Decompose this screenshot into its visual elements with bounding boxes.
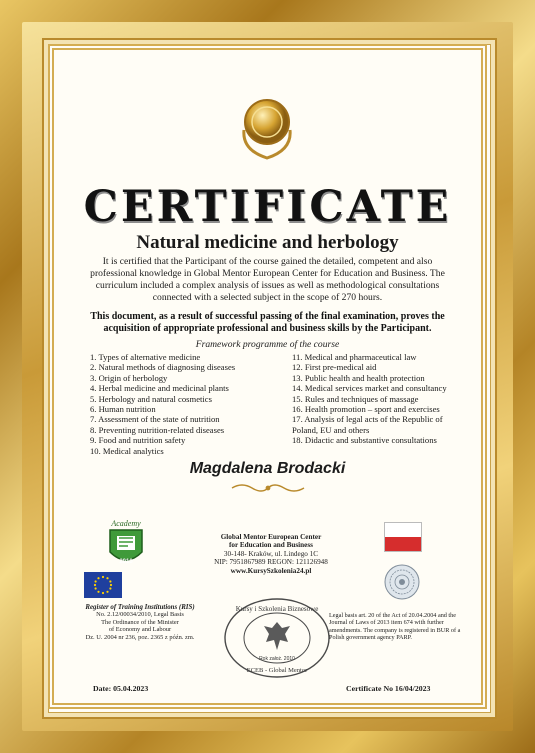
register-line: Dz. U. 2004 nr 236, poz. 2365 z późn. zm. (85, 633, 195, 641)
register-line: of Economy and Labour (108, 626, 172, 634)
programme-item: 7. Assessment of the state of nutrition (90, 414, 220, 425)
institution-ids: NIP: 7951867989 REGON: 121126948 (214, 558, 328, 567)
programme-item: 17. Analysis of legal acts of the Republic of Poland, EU and others (292, 414, 443, 435)
programme-item: 15. Rules and techniques of massage (292, 393, 419, 404)
framework-title: Framework programme of the course (195, 339, 340, 350)
academy-logo-text: Academy (111, 519, 141, 528)
result-statement: This document, as a result of successful passing of the final examination, proves the acquisition of appropriate professional and business skills by the Participant. (90, 311, 445, 334)
programme-item: 2. Natural methods of diagnosing diseases (90, 362, 236, 373)
poland-flag-icon (384, 522, 422, 552)
register-line: No. 2.12/00034/2010, Legal Basis (96, 611, 184, 619)
institution-address: 30-148- Kraków, ul. Lindego 1C (223, 549, 319, 558)
programme-item: 16. Health promotion – sport and exercises (292, 404, 440, 415)
institution-info (196, 533, 346, 575)
institution-name-line2: for Education and Business (229, 541, 313, 550)
academy-logo-year: 2010 (119, 559, 133, 565)
programme-item: 18. Didactic and substantive consultations (292, 435, 437, 446)
certificate-number: Certificate No 16/04/2023 (346, 684, 431, 693)
intro-paragraph: It is certified that the Participant of the course gained the detailed, competent and also professional knowledge in Global Mentor European Center for Education and Business. The curriculum included a complex analysis of issues as well as methodological consultations connected with a selected subject in the scope of 270 hours. (90, 256, 445, 303)
academy-logo-icon (104, 516, 148, 572)
programme-item: 11. Medical and pharmaceutical law (292, 352, 417, 362)
programme-item: 5. Herbology and natural cosmetics (90, 393, 212, 404)
issue-date: Date: 05.04.2023 (93, 684, 149, 693)
programme-item: 6. Human nutrition (90, 404, 156, 415)
programme-list-right (292, 352, 452, 446)
official-stamp (222, 596, 332, 680)
register-line: The Ordinance of the Minister (101, 618, 179, 626)
register-info (70, 604, 210, 641)
guilloche-rosette-icon (383, 563, 421, 601)
institution-website: www.KursySzkolenia24.pl (230, 566, 312, 575)
participant-name: Magdalena Brodacki (189, 460, 346, 477)
gold-medal-icon (232, 92, 302, 162)
programme-item: 12. First pre-medical aid (292, 362, 377, 373)
programme-item: 4. Herbal medicine and medicinal plants (90, 383, 229, 394)
programme-item: 1. Types of alternative medicine (90, 352, 201, 362)
programme-list-left (90, 352, 285, 456)
legal-basis: Legal basis art. 20 of the Act of 20.04.2004 and the Journal of Laws of 2013 item 674 with further amendments. The company is registered in BUR of a Polish government agency PARP. (329, 612, 461, 641)
stamp-bottom-text: ECEB - Global Mentor (246, 667, 308, 674)
programme-item: 14. Medical services market and consultancy (292, 383, 447, 394)
flourish-ornament-icon (230, 482, 306, 494)
stamp-top-text: Kursy i Szkolenia Biznesowe (235, 605, 319, 613)
register-title: Register of Training Institutions (RIS) (85, 604, 195, 611)
institution-name-line1: Global Mentor European Center (220, 533, 322, 541)
programme-item: 8. Preventing nutrition-related diseases (90, 424, 225, 435)
eagle-emblem-icon (264, 622, 290, 650)
programme-item: 3. Origin of herbology (90, 372, 168, 383)
certificate-title: CERTIFICATE (83, 182, 452, 232)
eu-flag-icon (84, 572, 122, 598)
programme-item: 9. Food and nutrition safety (90, 435, 186, 446)
stamp-founded: Rok założ. 2010 (259, 656, 295, 662)
programme-item: 10. Medical analytics (90, 445, 164, 456)
programme-item: 13. Public health and health protection (292, 372, 425, 383)
course-name: Natural medicine and herbology (136, 232, 399, 253)
